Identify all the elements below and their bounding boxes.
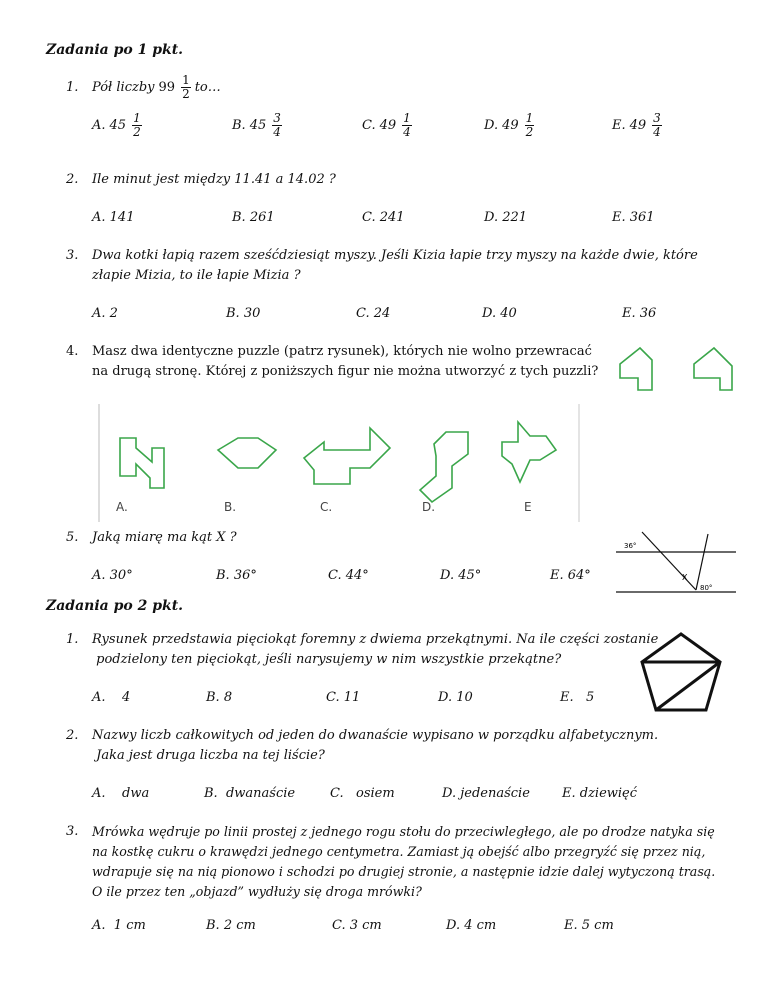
- q2-option-b[interactable]: B. 261: [232, 210, 275, 225]
- p3-line3: wdrapuje się na nią pionowo i schodzi po drugiej stronie, a następnie idzie dalej wytyczoną trasą.: [92, 864, 716, 879]
- p3-option-a[interactable]: A. 1 cm: [92, 918, 146, 933]
- q3-line2: złapie Mizia, to ile łapie Mizia ?: [92, 268, 301, 283]
- figure-c-label: C.: [320, 500, 333, 514]
- q1-option-num: 1: [525, 111, 534, 125]
- q2-text: Ile minut jest między 11.41 a 14.02 ?: [92, 172, 336, 187]
- p2-number: 2.: [66, 728, 79, 743]
- p2-line1: Nazwy liczb całkowitych od jeden do dwanaście wypisano w porządku alfabetycznym.: [92, 728, 659, 743]
- q1-option-label: C.: [362, 118, 376, 133]
- q3-option-b[interactable]: B. 30: [226, 306, 261, 321]
- q1-option-den: 2: [133, 125, 141, 139]
- p3-option-c[interactable]: C. 3 cm: [332, 918, 382, 933]
- p3-number: 3.: [66, 824, 79, 839]
- p3-line4: O ile przez ten „objazd” wydłuży się droga mrówki?: [92, 884, 422, 899]
- q1-option-whole: 45: [249, 118, 267, 133]
- q3-option-d[interactable]: D. 40: [482, 306, 517, 321]
- p2-option-b[interactable]: B. dwanaście: [204, 786, 296, 801]
- q5-option-d[interactable]: D. 45°: [440, 568, 482, 583]
- q1-number: 1.: [66, 80, 79, 95]
- q1-option-d[interactable]: [484, 112, 534, 139]
- figure-a-shape: [120, 438, 164, 488]
- q1-option-b[interactable]: [232, 112, 282, 139]
- p2-line2: Jaka jest druga liczba na tej liście?: [92, 748, 325, 763]
- q1-option-label: E.: [612, 118, 626, 133]
- q1-frac-den: 2: [182, 87, 190, 101]
- q1-option-whole: 49: [502, 118, 519, 133]
- q1-option-a[interactable]: [92, 112, 142, 139]
- q1-option-whole: 49: [379, 118, 397, 133]
- q5-number: 5.: [66, 530, 79, 545]
- q1-whole: 99: [158, 80, 176, 95]
- p3-option-e[interactable]: E. 5 cm: [564, 918, 614, 933]
- p3-line2: na kostkę cukru o krawędzi jednego centymetra. Zamiast ją obejść albo przegryźć się przez nią,: [92, 844, 706, 859]
- p1-line1: Rysunek przedstawia pięciokąt foremny z dwiema przekątnymi. Na ile części zostanie: [92, 632, 659, 647]
- section-heading-1pkt: Zadania po 1 pkt.: [46, 42, 184, 58]
- q4-line1: Masz dwa identyczne puzzle (patrz rysunek), których nie wolno przewracać: [92, 344, 592, 359]
- q1-option-num: 3: [273, 111, 281, 125]
- q1-frac-num: 1: [182, 73, 190, 87]
- p3-option-d[interactable]: D. 4 cm: [446, 918, 497, 933]
- q1-option-label: A.: [92, 118, 106, 133]
- figure-c-shape: [304, 428, 390, 484]
- q1-option-den: 2: [525, 125, 534, 139]
- p1-option-c[interactable]: C. 11: [326, 690, 361, 705]
- q4-number: 4.: [66, 344, 79, 359]
- q1-option-den: 4: [273, 125, 281, 139]
- figure-b-label: B.: [224, 500, 237, 514]
- q1-text-post: to…: [194, 80, 221, 95]
- q1-option-den: 4: [653, 125, 661, 139]
- q3-option-a[interactable]: A. 2: [92, 306, 118, 321]
- q1-option-num: 3: [653, 111, 661, 125]
- p3-line1: Mrówka wędruje po linii prostej z jednego rogu stołu do przeciwległego, ale po drodze natyka się: [92, 824, 715, 839]
- puzzle-piece-2: [694, 348, 732, 390]
- q3-option-c[interactable]: C. 24: [356, 306, 391, 321]
- q1-question: [92, 74, 221, 101]
- q2-option-a[interactable]: A. 141: [92, 210, 135, 225]
- q1-option-den: 4: [403, 125, 411, 139]
- q5-option-a[interactable]: A. 30°: [92, 568, 133, 583]
- angle-80-label: 80°: [700, 584, 713, 592]
- p3-option-b[interactable]: B. 2 cm: [206, 918, 256, 933]
- p2-option-e[interactable]: E. dziewięć: [562, 786, 638, 801]
- q1-option-label: D.: [484, 118, 499, 133]
- q2-option-d[interactable]: D. 221: [484, 210, 528, 225]
- angle-36-label: 36°: [624, 542, 637, 550]
- q2-option-e[interactable]: E. 361: [612, 210, 655, 225]
- q1-option-num: 1: [133, 111, 141, 125]
- p1-number: 1.: [66, 632, 79, 647]
- q1-option-whole: 45: [109, 118, 127, 133]
- angle-x-label: X: [682, 573, 688, 582]
- q3-number: 3.: [66, 248, 79, 263]
- p1-line2: podzielony ten pięciokąt, jeśli narysujemy w nim wszystkie przekątne?: [92, 652, 562, 667]
- q1-option-c[interactable]: [362, 112, 412, 139]
- p2-option-a[interactable]: A. dwa: [92, 786, 150, 801]
- puzzle-piece-1: [620, 348, 652, 390]
- q5-option-b[interactable]: B. 36°: [216, 568, 257, 583]
- figure-e-label: E: [524, 500, 532, 514]
- puzzle-pieces-figure: [612, 342, 742, 394]
- q5-option-c[interactable]: C. 44°: [328, 568, 369, 583]
- p2-option-d[interactable]: D. jedenaście: [442, 786, 530, 801]
- q2-number: 2.: [66, 172, 79, 187]
- q5-text: Jaką miarę ma kąt X ?: [92, 530, 237, 545]
- q1-text-pre: Pół liczby: [92, 80, 155, 95]
- q1-option-whole: 49: [629, 118, 647, 133]
- q5-option-e[interactable]: E. 64°: [550, 568, 591, 583]
- q2-option-c[interactable]: C. 241: [362, 210, 405, 225]
- p1-option-e[interactable]: E. 5: [560, 690, 595, 705]
- figure-b-shape: [218, 438, 276, 468]
- figure-a-label: A.: [116, 500, 128, 514]
- p1-option-b[interactable]: B. 8: [206, 690, 233, 705]
- pentagon-figure: [636, 630, 726, 714]
- p2-option-c[interactable]: C. osiem: [330, 786, 395, 801]
- q3-option-e[interactable]: E. 36: [622, 306, 657, 321]
- q4-answer-figures: [98, 404, 580, 522]
- section-heading-2pkt: Zadania po 2 pkt.: [46, 598, 184, 614]
- angle-figure: [612, 528, 742, 600]
- figure-d-shape: [420, 432, 468, 502]
- figure-e-shape: [502, 422, 556, 482]
- q1-option-num: 1: [403, 111, 411, 125]
- p1-option-d[interactable]: D. 10: [438, 690, 473, 705]
- q3-line1: Dwa kotki łapią razem sześćdziesiąt myszy. Jeśli Kizia łapie trzy myszy na każde dwie, które: [92, 248, 698, 263]
- q1-option-e[interactable]: [612, 112, 662, 139]
- q1-option-label: B.: [232, 118, 246, 133]
- p1-option-a[interactable]: A. 4: [92, 690, 131, 705]
- figure-d-label: D.: [422, 500, 436, 514]
- q4-line2: na drugą stronę. Której z poniższych figur nie można utworzyć z tych puzzli?: [92, 364, 599, 379]
